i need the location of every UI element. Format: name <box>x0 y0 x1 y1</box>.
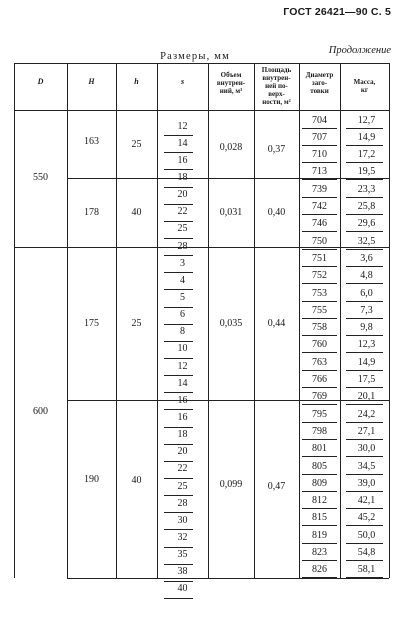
s-row-rule <box>164 444 193 445</box>
diameter-value: 750 <box>312 235 327 247</box>
mass-underline <box>346 249 383 250</box>
column-header-diameter: заго- <box>311 79 328 87</box>
mass-value: 4,8 <box>360 270 373 282</box>
diameter-value: 815 <box>312 512 327 524</box>
mass-value: 27,1 <box>357 425 376 437</box>
mass-underline <box>346 214 383 215</box>
s-value: 18 <box>177 171 188 183</box>
column-header-h-lower: h <box>134 77 139 86</box>
s-value: 18 <box>177 429 188 441</box>
mass-underline <box>346 577 383 578</box>
h-upper-value: 163 <box>84 136 99 147</box>
column-header-area: Площадь <box>261 66 292 74</box>
mass-value: 20,1 <box>357 391 376 403</box>
diameter-value: 819 <box>312 529 327 541</box>
diameter-underline <box>302 508 337 509</box>
mass-value: 24,2 <box>357 408 376 420</box>
diameter-value: 742 <box>312 201 327 212</box>
mass-value: 34,5 <box>357 460 376 472</box>
s-row-rule <box>164 529 193 530</box>
s-row-rule <box>164 547 193 548</box>
mass-value: 7,3 <box>360 304 373 316</box>
area-value: 0,47 <box>267 481 286 492</box>
diameter-value: 801 <box>312 443 327 455</box>
column-header-mass: Масса, <box>353 78 376 86</box>
mass-underline <box>346 474 383 475</box>
s-row-rule <box>164 461 193 462</box>
mass-underline <box>346 525 383 526</box>
diameter-value: 746 <box>312 218 327 230</box>
column-divider <box>67 63 68 578</box>
mass-underline <box>346 162 383 163</box>
block-divider <box>67 178 389 179</box>
diameter-underline <box>302 491 337 492</box>
s-row-rule <box>164 324 193 325</box>
diameter-underline <box>302 543 337 544</box>
s-row-rule <box>164 392 193 393</box>
mass-value: 23,3 <box>357 183 376 195</box>
mass-value: 54,8 <box>357 547 376 558</box>
mass-underline <box>346 318 383 319</box>
mass-underline <box>346 387 383 388</box>
s-value: 6 <box>180 309 185 321</box>
s-value: 10 <box>177 343 188 355</box>
diameter-underline <box>302 525 337 526</box>
standard-header: ГОСТ 26421—90 С. 5 <box>283 6 391 18</box>
continuation-label: Продолжение <box>328 45 391 56</box>
volume-value: 0,099 <box>219 479 243 490</box>
diameter-value: 826 <box>312 564 327 576</box>
column-header-area: верх- <box>268 90 285 98</box>
area-value: 0,40 <box>267 206 286 218</box>
s-row-rule <box>164 307 193 308</box>
mass-value: 29,6 <box>357 218 376 230</box>
s-row-rule <box>164 341 193 342</box>
mass-underline <box>346 179 383 180</box>
sizes-caption: Размеры, мм <box>160 51 230 62</box>
s-row-rule <box>164 169 193 170</box>
table-bottom-rule <box>67 578 389 579</box>
mass-value: 6,0 <box>360 287 373 299</box>
h-upper-value: 190 <box>84 474 99 485</box>
column-header-diameter: Диаметр <box>305 71 334 79</box>
diameter-value: 755 <box>312 304 327 316</box>
mass-value: 42,1 <box>357 495 376 507</box>
column-header-mass: кг <box>360 86 369 94</box>
mass-underline <box>346 543 383 544</box>
s-value: 35 <box>177 549 188 561</box>
column-header-volume: ний, м³ <box>219 87 243 95</box>
diameter-value: 805 <box>312 460 327 472</box>
s-value: 22 <box>177 463 188 475</box>
s-row-rule <box>164 255 193 256</box>
s-row-rule <box>164 495 193 496</box>
s-row-rule <box>164 135 193 136</box>
s-value: 28 <box>177 240 188 252</box>
s-value: 22 <box>177 206 188 218</box>
column-header-d: D <box>37 77 44 86</box>
diameter-value: 763 <box>312 356 327 368</box>
diameter-value: 812 <box>312 495 327 507</box>
s-value: 16 <box>177 394 188 406</box>
diameter-value: 766 <box>312 374 327 385</box>
mass-value: 25,8 <box>357 201 376 212</box>
mass-underline <box>346 283 383 284</box>
s-row-rule <box>164 478 193 479</box>
s-row-rule <box>164 512 193 513</box>
s-row-rule <box>164 598 193 599</box>
mass-underline <box>346 439 383 440</box>
column-header-h-upper: H <box>88 77 95 86</box>
diameter-underline <box>302 560 337 561</box>
diameter-underline <box>302 422 337 423</box>
column-header-diameter: товки <box>310 87 329 95</box>
s-value: 32 <box>177 531 188 543</box>
s-row-rule <box>164 272 193 273</box>
s-row-rule <box>164 427 193 428</box>
s-value: 25 <box>177 480 188 492</box>
diameter-underline <box>302 197 337 198</box>
diameter-underline <box>302 145 337 146</box>
h-lower-value: 25 <box>131 317 142 329</box>
area-value: 0,37 <box>267 144 286 155</box>
diameter-underline <box>302 214 337 215</box>
diameter-underline <box>302 474 337 475</box>
s-row-rule <box>164 238 193 239</box>
diameter-underline <box>302 577 337 578</box>
diameter-value: 798 <box>312 425 327 437</box>
volume-value: 0,035 <box>219 317 243 329</box>
s-value: 5 <box>180 291 185 303</box>
diameter-value: 823 <box>312 547 327 558</box>
s-value: 8 <box>180 326 185 338</box>
diameter-underline <box>302 162 337 163</box>
h-lower-value: 25 <box>131 139 142 150</box>
s-row-rule <box>164 564 193 565</box>
diameter-underline <box>302 404 337 405</box>
diameter-value: 760 <box>312 339 327 351</box>
header-top-rule <box>14 63 389 64</box>
mass-value: 3,6 <box>360 252 373 264</box>
s-value: 28 <box>177 497 188 509</box>
diameter-underline <box>302 318 337 319</box>
mass-underline <box>346 491 383 492</box>
mass-value: 19,5 <box>357 166 376 178</box>
diameter-value: 713 <box>312 166 327 178</box>
mass-underline <box>346 370 383 371</box>
s-value: 20 <box>177 189 188 201</box>
diameter-underline <box>302 335 337 336</box>
s-value: 14 <box>177 137 188 149</box>
mass-underline <box>346 352 383 353</box>
mass-value: 32,5 <box>357 235 376 247</box>
s-value: 16 <box>177 154 188 166</box>
diameter-underline <box>302 387 337 388</box>
s-value: 12 <box>177 120 188 132</box>
s-row-rule <box>164 581 193 582</box>
diameter-underline <box>302 231 337 232</box>
mass-value: 45,2 <box>357 512 376 524</box>
diameter-underline <box>302 370 337 371</box>
mass-underline <box>346 145 383 146</box>
s-row-rule <box>164 289 193 290</box>
diameter-underline <box>302 179 337 180</box>
mass-value: 50,0 <box>357 529 376 541</box>
column-header-s: s <box>180 77 185 86</box>
s-value: 16 <box>177 411 188 423</box>
h-lower-value: 40 <box>131 475 142 486</box>
mass-underline <box>346 508 383 509</box>
s-row-rule <box>164 409 193 410</box>
mass-value: 12,3 <box>357 339 376 351</box>
s-value: 38 <box>177 566 188 578</box>
diameter-underline <box>302 283 337 284</box>
diameter-underline <box>302 128 337 129</box>
mass-underline <box>346 266 383 267</box>
s-row-rule <box>164 358 193 359</box>
d-value: 600 <box>33 406 48 417</box>
s-value: 12 <box>177 360 188 372</box>
mass-value: 58,1 <box>357 564 376 576</box>
s-value: 40 <box>177 583 188 595</box>
column-header-area: ней по- <box>265 82 288 90</box>
diameter-value: 739 <box>312 183 327 195</box>
s-row-rule <box>164 375 193 376</box>
block-divider <box>67 400 389 401</box>
mass-value: 14,9 <box>357 356 376 368</box>
column-divider <box>157 63 158 578</box>
mass-underline <box>346 197 383 198</box>
column-header-area: ности, м² <box>262 98 291 106</box>
diameter-value: 752 <box>312 270 327 282</box>
mass-value: 39,0 <box>357 477 376 489</box>
mass-value: 30,0 <box>357 443 376 455</box>
h-lower-value: 40 <box>131 206 142 218</box>
mass-underline <box>346 560 383 561</box>
s-row-rule <box>164 152 193 153</box>
s-value: 14 <box>177 377 188 389</box>
s-row-rule <box>164 187 193 188</box>
s-value: 30 <box>177 514 188 526</box>
s-value: 3 <box>180 257 185 269</box>
diameter-value: 707 <box>312 131 327 143</box>
column-header-volume: Объем <box>220 71 242 79</box>
mass-value: 9,8 <box>360 322 373 334</box>
diameter-underline <box>302 352 337 353</box>
area-value: 0,44 <box>267 317 286 329</box>
column-header-area: внутрен- <box>262 74 291 82</box>
diameter-value: 769 <box>312 391 327 403</box>
mass-value: 14,9 <box>357 131 376 143</box>
s-value: 20 <box>177 446 188 458</box>
diameter-value: 751 <box>312 252 327 264</box>
d-value: 550 <box>33 172 48 183</box>
mass-underline <box>346 335 383 336</box>
mass-value: 12,7 <box>357 114 376 126</box>
mass-value: 17,2 <box>357 149 376 161</box>
column-divider <box>14 63 15 578</box>
s-value: 4 <box>180 274 185 286</box>
mass-underline <box>346 456 383 457</box>
diameter-value: 704 <box>312 114 327 126</box>
mass-underline <box>346 231 383 232</box>
diameter-underline <box>302 266 337 267</box>
mass-underline <box>346 128 383 129</box>
mass-underline <box>346 404 383 405</box>
s-row-rule <box>164 204 193 205</box>
column-header-volume: внутрен- <box>216 79 246 87</box>
mass-value: 17,5 <box>357 374 376 385</box>
mass-underline <box>346 301 383 302</box>
diameter-underline <box>302 456 337 457</box>
diameter-underline <box>302 439 337 440</box>
h-upper-value: 178 <box>84 206 99 218</box>
mass-underline <box>346 422 383 423</box>
volume-value: 0,028 <box>219 142 243 153</box>
column-divider <box>340 63 341 578</box>
diameter-value: 758 <box>312 322 327 334</box>
diameter-value: 809 <box>312 477 327 489</box>
volume-value: 0,031 <box>219 206 243 218</box>
s-row-rule <box>164 221 193 222</box>
diameter-value: 795 <box>312 408 327 420</box>
column-divider <box>389 63 390 578</box>
header-bottom-rule <box>14 110 389 111</box>
diameter-value: 710 <box>312 149 327 161</box>
diameter-underline <box>302 249 337 250</box>
diameter-value: 753 <box>312 287 327 299</box>
diameter-underline <box>302 301 337 302</box>
h-upper-value: 175 <box>84 317 99 329</box>
s-value: 25 <box>177 223 188 235</box>
